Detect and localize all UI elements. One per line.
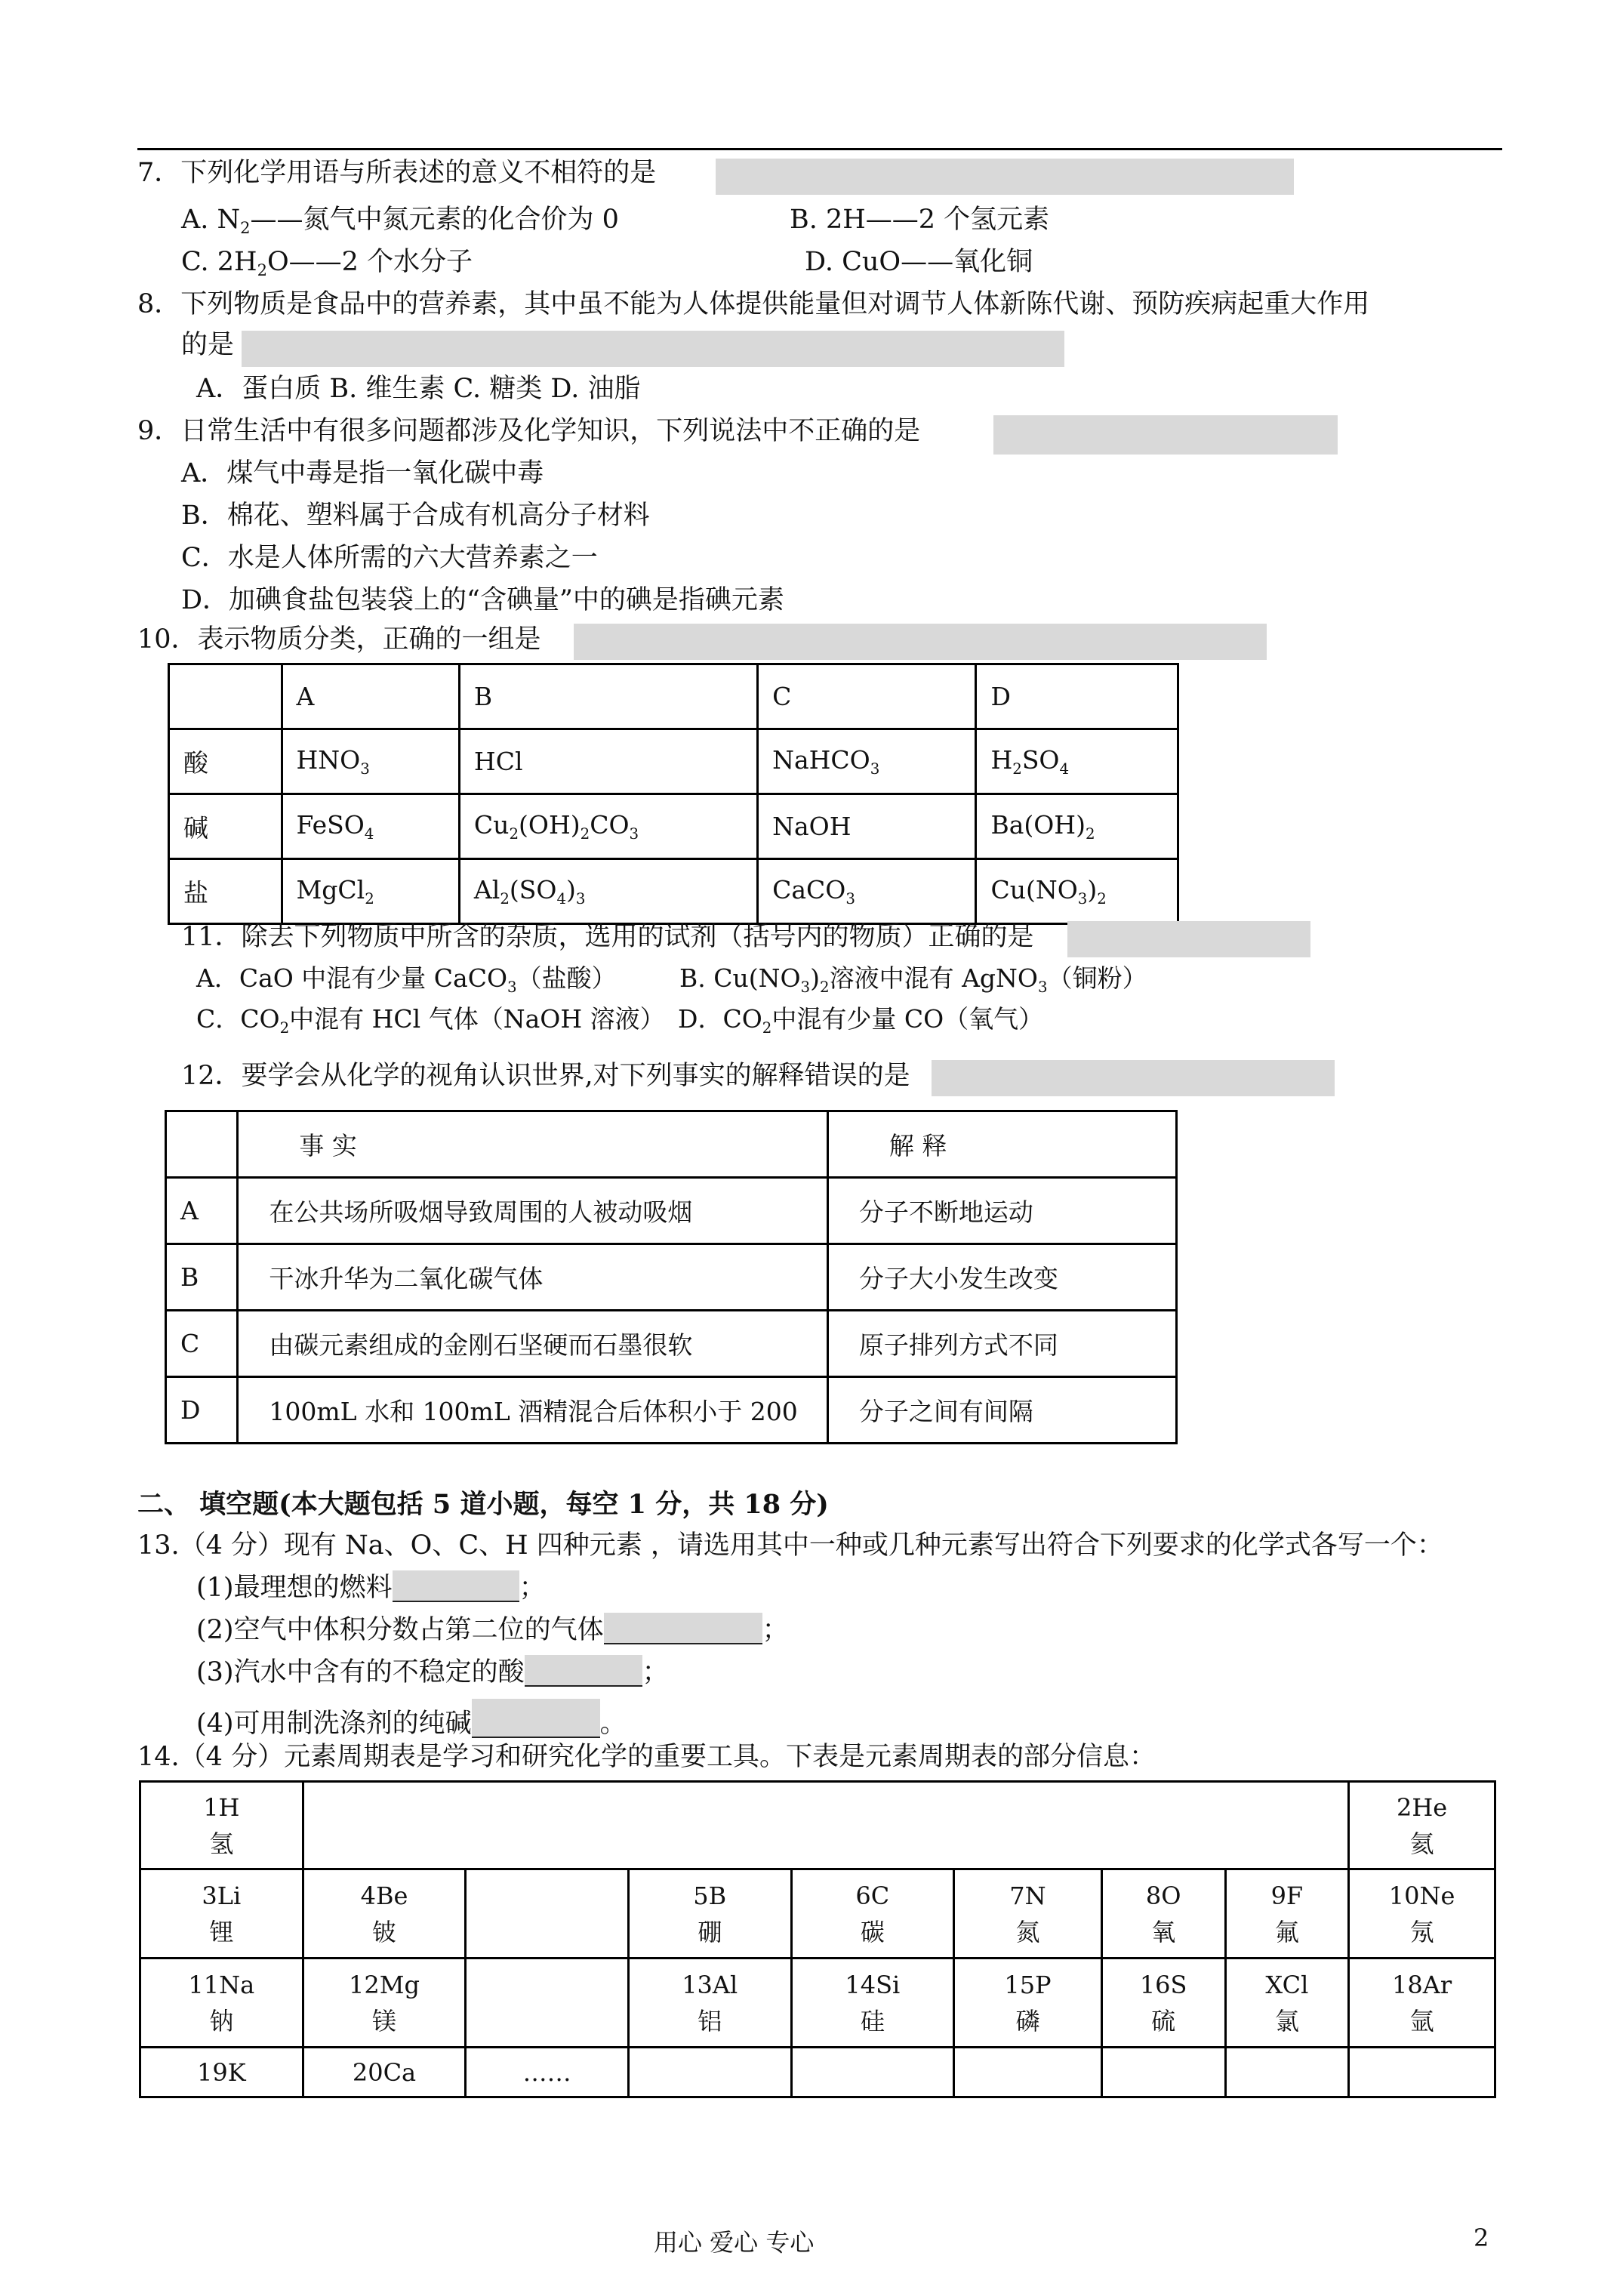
answer-blank[interactable] — [525, 1655, 642, 1687]
element-cell: 2He 氦 — [1349, 1782, 1495, 1869]
element-cell: 16S 硫 — [1101, 1959, 1225, 2048]
table-row — [166, 1377, 1177, 1444]
q7-stem: 7．下列化学用语与所表述的意义不相符的是 — [137, 158, 657, 188]
explanation-cell: 分子大小发生改变 — [827, 1244, 1176, 1311]
q9-option-b: B．棉花、塑料属于合成有机高分子材料 — [181, 501, 650, 531]
q9-option-c: C．水是人体所需的六大营养素之一 — [181, 543, 598, 573]
table-cell — [166, 1111, 238, 1178]
explanation-cell: 分子之间有间隔 — [827, 1377, 1176, 1444]
table-cell: 事 实 — [238, 1111, 828, 1178]
row-label: 碱 — [169, 794, 282, 859]
answer-blank[interactable] — [393, 1570, 519, 1602]
row-label: 盐 — [169, 859, 282, 924]
q9-option-d: D．加碘食盐包装袋上的“含碘量”中的碘是指碘元素 — [181, 585, 784, 615]
q11-option-a: A．CaO 中混有少量 CaCO$_3$（盐酸） — [196, 963, 617, 996]
q11-option-d: D．$CO_2$中混有少量 CO（氧气） — [678, 1004, 1044, 1037]
formula-cell: FeSO$_4$ — [282, 794, 459, 859]
explanation-cell: 分子不断地运动 — [827, 1178, 1176, 1244]
q9-option-a: A．煤气中毒是指一氧化碳中毒 — [181, 458, 544, 488]
table-header-row — [169, 664, 1178, 729]
q7-option-b: B. 2H——2 个氢元素 — [790, 205, 1050, 235]
formula-cell: $HNO_3$ — [282, 729, 459, 794]
formula-cell: $Al_2(SO_4)_3$ — [459, 859, 757, 924]
element-cell: 7N 氮 — [954, 1869, 1102, 1959]
element-cell: 11Na 钠 — [140, 1959, 303, 2048]
row-label: A — [166, 1178, 238, 1244]
q8-options: A．蛋白质 B. 维生素 C. 糖类 D. 油脂 — [196, 374, 641, 404]
element-cell: 4Be 铍 — [303, 1869, 466, 1959]
formula-cell: MgCl$_2$ — [282, 859, 459, 924]
element-cell: 20Ca — [303, 2048, 466, 2097]
element-cell — [466, 1869, 629, 1959]
formula-cell: $Ba(OH)_2$ — [976, 794, 1178, 859]
answer-area — [242, 331, 1064, 367]
formula-cell: $Cu_2(OH)_2CO_3$ — [459, 794, 757, 859]
fact-cell: 由碳元素组成的金刚石坚硬而石墨很软 — [238, 1311, 828, 1377]
element-cell: 18Ar 氩 — [1349, 1959, 1495, 2048]
ellipsis-cell: …… — [466, 2048, 629, 2097]
formula-cell: CaCO$_3$ — [758, 859, 976, 924]
table-cell: 解 释 — [827, 1111, 1176, 1178]
element-cell — [1101, 2048, 1225, 2097]
table-cell: D — [976, 664, 1178, 729]
table-row — [169, 794, 1178, 859]
fact-cell: 干冰升华为二氧化碳气体 — [238, 1244, 828, 1311]
explanation-table — [165, 1110, 1178, 1444]
table-cell — [169, 664, 282, 729]
answer-area — [1067, 921, 1310, 957]
formula-cell: NaHCO$_3$ — [758, 729, 976, 794]
formula-cell: NaOH — [758, 794, 976, 859]
q14-stem: 14.（4 分）元素周期表是学习和研究化学的重要工具。下表是元素周期表的部分信息： — [137, 1742, 1156, 1772]
element-cell: 5B 硼 — [628, 1869, 791, 1959]
q9-stem: 9．日常生活中有很多问题都涉及化学知识，下列说法中不正确的是 — [137, 416, 921, 446]
table-row — [166, 1244, 1177, 1311]
periodic-table — [139, 1780, 1496, 2098]
classification-table — [168, 663, 1179, 925]
fact-cell: 在公共场所吸烟导致周围的人被动吸烟 — [238, 1178, 828, 1244]
table-cell: C — [758, 664, 976, 729]
q13-item-1: (1)最理想的燃料 ； — [196, 1570, 546, 1604]
element-cell: 1H 氢 — [140, 1782, 303, 1869]
answer-area — [574, 624, 1267, 660]
element-cell: XCl 氯 — [1225, 1959, 1349, 2048]
element-cell: 15P 磷 — [954, 1959, 1102, 2048]
table-cell: A — [282, 664, 459, 729]
element-cell: 10Ne 氖 — [1349, 1869, 1495, 1959]
q12-stem: 12．要学会从化学的视角认识世界,对下列事实的解释错误的是 — [181, 1061, 910, 1091]
footer-text: 用心 爱心 专心 — [654, 2228, 815, 2257]
page-number: 2 — [1474, 2224, 1489, 2252]
q13-item-2: (2)空气中体积分数占第二位的气体 ； — [196, 1613, 789, 1646]
row-label: B — [166, 1244, 238, 1311]
period-row — [140, 1782, 1495, 1869]
table-header-row — [166, 1111, 1177, 1178]
element-cell: 3Li 锂 — [140, 1869, 303, 1959]
q8-stem: 8．下列物质是食品中的营养素，其中虽不能为人体提供能量但对调节人体新陈代谢、预防疾病起重大作用 — [137, 289, 1370, 319]
row-label: 酸 — [169, 729, 282, 794]
element-cell — [791, 2048, 954, 2097]
section-heading: 二、 填空题(本大题包括 5 道小题，每空 1 分，共 18 分) — [137, 1489, 829, 1520]
header-rule — [137, 148, 1502, 150]
explanation-cell: 原子排列方式不同 — [827, 1311, 1176, 1377]
q7-option-a: A. $N_2——$氮气中氮元素的化合价为 0 — [181, 205, 619, 237]
element-cell: 6C 碳 — [791, 1869, 954, 1959]
element-cell — [628, 2048, 791, 2097]
element-cell: 8O 氧 — [1101, 1869, 1225, 1959]
q13-item-4: (4)可用制洗涤剂的纯碱 。 — [196, 1699, 627, 1740]
empty-span-cell — [303, 1782, 1349, 1869]
formula-cell: $H_2SO_4$ — [976, 729, 1178, 794]
element-cell: 13Al 铝 — [628, 1959, 791, 2048]
element-cell — [466, 1959, 629, 2048]
row-label: C — [166, 1311, 238, 1377]
q10-stem: 10．表示物质分类，正确的一组是 — [137, 624, 541, 655]
answer-blank[interactable] — [472, 1699, 600, 1738]
answer-area — [932, 1060, 1335, 1096]
element-cell: 9F 氟 — [1225, 1869, 1349, 1959]
q7-option-c: C. $2H_2O——2$ 个水分子 — [181, 247, 473, 279]
element-cell: 14Si 硅 — [791, 1959, 954, 2048]
period-row — [140, 1959, 1495, 2048]
row-label: D — [166, 1377, 238, 1444]
element-cell: 12Mg 镁 — [303, 1959, 466, 2048]
element-cell — [1349, 2048, 1495, 2097]
formula-cell: HCl — [459, 729, 757, 794]
element-cell: 19K — [140, 2048, 303, 2097]
fact-cell: 100mL 水和 100mL 酒精混合后体积小于 200 — [238, 1377, 828, 1444]
answer-area — [993, 415, 1338, 455]
table-row — [166, 1311, 1177, 1377]
answer-area — [716, 159, 1294, 195]
table-row — [169, 859, 1178, 924]
q13-stem: 13.（4 分）现有 Na、O、C、H 四种元素 ，请选用其中一种或几种元素写出符合下列要求的化学式各写一个： — [137, 1530, 1443, 1561]
table-cell: B — [459, 664, 757, 729]
period-row — [140, 1869, 1495, 1959]
q13-item-3: (3)汽水中含有的不稳定的酸 ； — [196, 1655, 669, 1688]
element-cell — [954, 2048, 1102, 2097]
formula-cell: $Cu(NO_3)_2$ — [976, 859, 1178, 924]
answer-blank[interactable] — [604, 1613, 762, 1644]
table-row — [166, 1178, 1177, 1244]
q11-option-c: C．$CO_2$中混有 HCl 气体（NaOH 溶液） — [196, 1004, 665, 1037]
period-row — [140, 2048, 1495, 2097]
table-row — [169, 729, 1178, 794]
q11-option-b: B. $Cu(NO_3)_2$溶液中混有 AgNO$_3$（铜粉） — [679, 963, 1147, 996]
q11-stem: 11．除去下列物质中所含的杂质，选用的试剂（括号内的物质）正确的是 — [181, 922, 1034, 952]
q7-option-d: D. CuO——氧化铜 — [805, 247, 1033, 277]
q8-stem-continued: 的是 — [181, 330, 235, 360]
element-cell — [1225, 2048, 1349, 2097]
